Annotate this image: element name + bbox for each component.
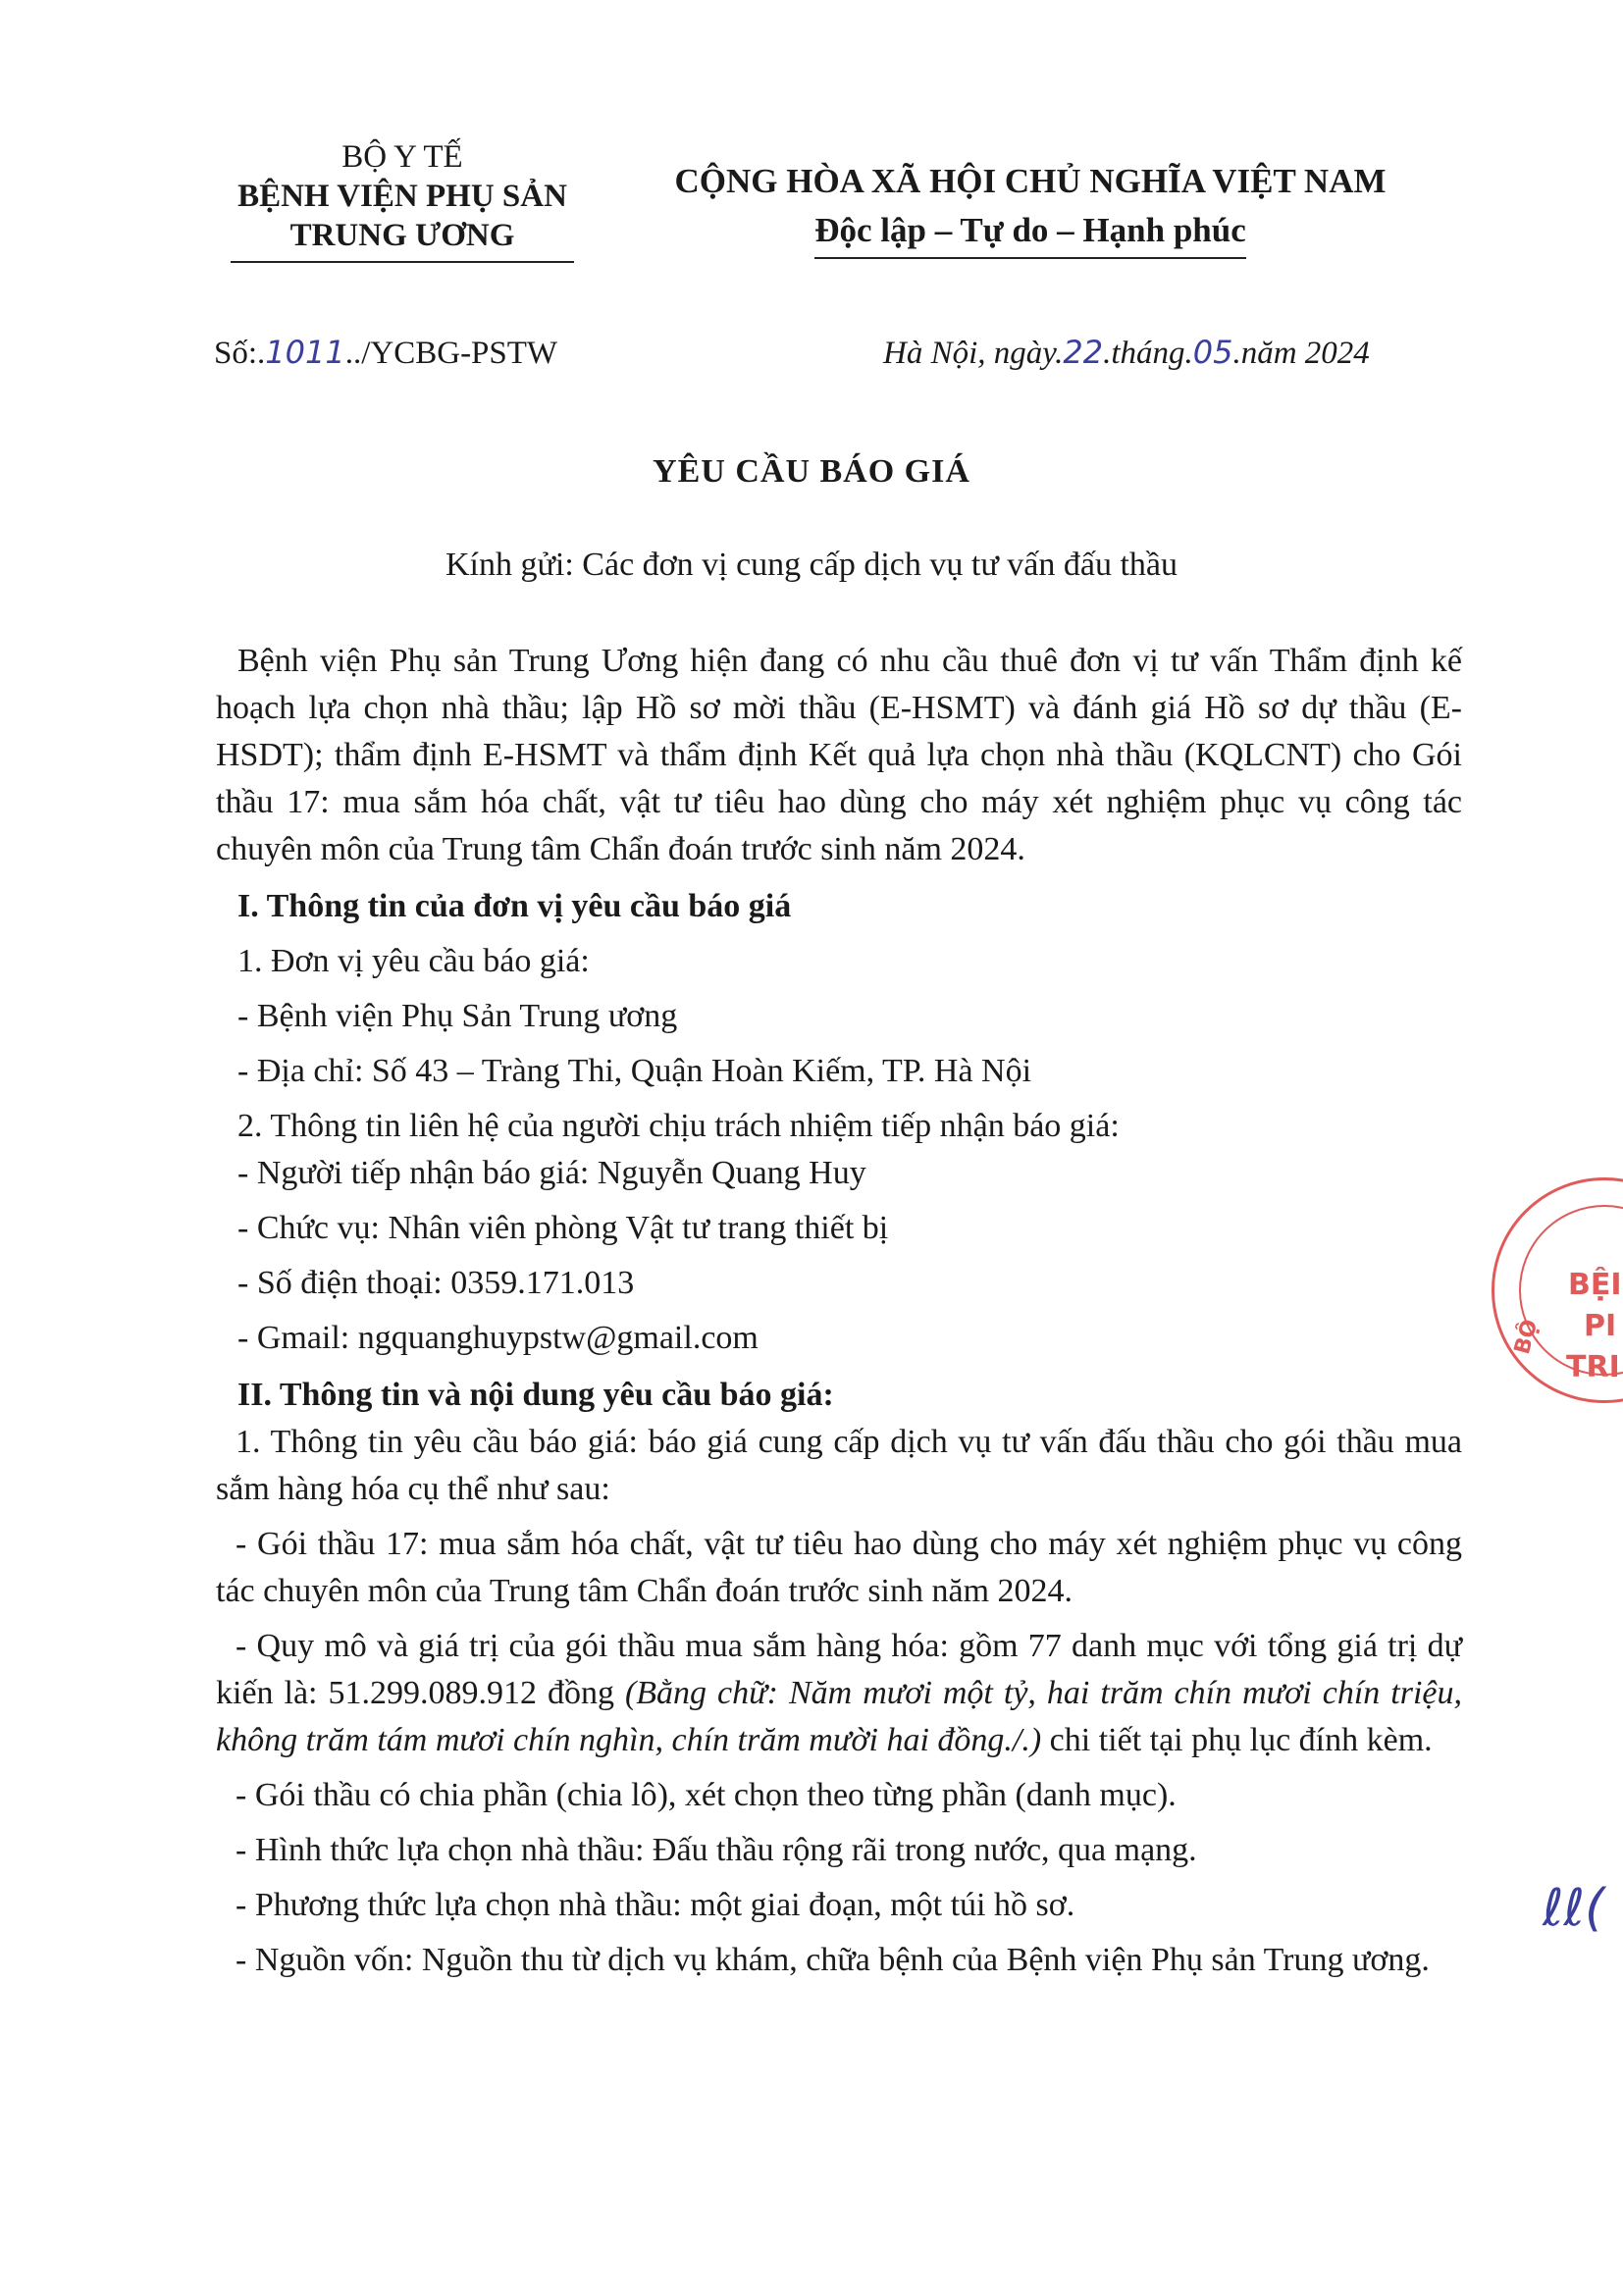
issuing-organization: [196, 137, 608, 263]
intro-paragraph: Bệnh viện Phụ sản Trung Ương hiện đang có nhu cầu thuê đơn vị tư vấn Thẩm định kế hoạch lựa chọn nhà thầu; lập Hồ sơ mời thầu (E-HSMT) và đánh giá Hồ sơ dự thầu (E-HSDT); thẩm định E-HSMT và thẩm định Kết quả lựa chọn nhà thầu (KQLCNT) cho Gói thầu 17: mua sắm hóa chất, vật tư tiêu hao dùng cho máy xét nghiệm phục vụ công tác chuyên môn của Trung tâm Chẩn đoán trước sinh năm 2024.: [216, 643, 1462, 867]
section-2-heading: II. Thông tin và nội dung yêu cầu báo giá:: [237, 1377, 834, 1413]
unit-address: - Địa chỉ: Số 43 – Tràng Thi, Quận Hoàn Kiếm, TP. Hà Nội: [237, 1053, 1032, 1089]
date-month-word: .tháng.: [1103, 336, 1193, 371]
national-header: [628, 157, 1433, 259]
stamp-text-line1: BỆI: [1568, 1268, 1622, 1302]
receiver-phone: - Số điện thoại: 0359.171.013: [237, 1265, 635, 1301]
package-value-note: chi tiết tại phụ lục đính kèm.: [1041, 1722, 1433, 1758]
hospital-name-line2: TRUNG ƯƠNG: [289, 218, 515, 253]
section-2-paragraph-5: - Hình thức lựa chọn nhà thầu: Đấu thầu rộng rãi trong nước, qua mạng.: [236, 1832, 1197, 1868]
handwritten-number: 1011: [265, 334, 345, 371]
date-place: Hà Nội, ngày.: [883, 336, 1064, 371]
stamp-text-line2: PI: [1584, 1309, 1617, 1343]
date-line: [883, 334, 1370, 372]
document-body: [216, 638, 1462, 1984]
section-1-heading: I. Thông tin của đơn vị yêu cầu báo giá: [237, 888, 792, 924]
section-1-sub-1: 1. Đơn vị yêu cầu báo giá:: [237, 943, 590, 979]
section-2-paragraph-1: 1. Thông tin yêu cầu báo giá: báo giá cung cấp dịch vụ tư vấn đấu thầu cho gói thầu mua sắm hàng hóa cụ thể như sau:: [216, 1424, 1462, 1507]
document-title: YÊU CẦU BÁO GIÁ: [653, 453, 970, 490]
section-1-sub-2: 2. Thông tin liên hệ của người chịu trách nhiệm tiếp nhận báo giá:: [237, 1108, 1120, 1144]
nation-name: CỘNG HÒA XÃ HỘI CHỦ NGHĨA VIỆT NAM: [674, 162, 1387, 200]
greeting-line: Kính gửi: Các đơn vị cung cấp dịch vụ tư vấn đấu thầu: [445, 547, 1178, 583]
ministry-name: BỘ Y TẾ: [341, 139, 463, 175]
hospital-name-line1: BỆNH VIỆN PHỤ SẢN: [237, 179, 567, 214]
section-2-paragraph-6: - Phương thức lựa chọn nhà thầu: một giai đoạn, một túi hồ sơ.: [236, 1887, 1075, 1923]
section-2-paragraph-3: [216, 1623, 1462, 1764]
receiver-email: - Gmail: ngquanghuypstw@gmail.com: [237, 1320, 759, 1356]
receiver-name: - Người tiếp nhận báo giá: Nguyễn Quang Huy: [237, 1155, 866, 1191]
handwritten-day: 22: [1063, 334, 1104, 371]
package-value-text: - Quy mô và giá trị của gói thầu mua sắm hàng hóa: gồm 77 danh mục với tổng giá trị dự kiến là: 51.299.089.912 đồng: [216, 1628, 1462, 1711]
document-number-suffix: ../YCBG-PSTW: [344, 336, 558, 371]
section-2-paragraph-4: - Gói thầu có chia phần (chia lô), xét chọn theo từng phần (danh mục).: [236, 1777, 1177, 1813]
requesting-unit: - Bệnh viện Phụ Sản Trung ương: [237, 998, 678, 1034]
date-year: .năm 2024: [1232, 336, 1370, 371]
receiver-position: - Chức vụ: Nhân viên phòng Vật tư trang thiết bị: [237, 1210, 889, 1246]
stamp-text-line3: TRI: [1566, 1350, 1620, 1384]
section-2-paragraph-7: - Nguồn vốn: Nguồn thu từ dịch vụ khám, chữa bệnh của Bệnh viện Phụ sản Trung ương.: [236, 1942, 1430, 1978]
handwritten-initial-mark: ℓℓ(: [1543, 1879, 1605, 1938]
stamp-text-side: BỘ: [1510, 1317, 1544, 1357]
header-underline-left: [231, 261, 574, 263]
handwritten-month: 05: [1192, 334, 1233, 371]
national-motto: Độc lập – Tự do – Hạnh phúc: [814, 211, 1246, 249]
section-2-paragraph-2: - Gói thầu 17: mua sắm hóa chất, vật tư tiêu hao dùng cho máy xét nghiệm phục vụ công tác chuyên môn của Trung tâm Chẩn đoán trước sinh năm 2024.: [216, 1526, 1462, 1609]
package-value-in-words: (Bằng chữ: Năm mươi một tỷ, hai trăm chín mươi chín triệu, không trăm tám mươi chín nghìn, chín trăm mười hai đồng./.): [216, 1675, 1462, 1758]
document-number: [214, 334, 557, 372]
header-underline-right: [814, 257, 1246, 259]
document-number-prefix: Số:.: [214, 336, 266, 371]
